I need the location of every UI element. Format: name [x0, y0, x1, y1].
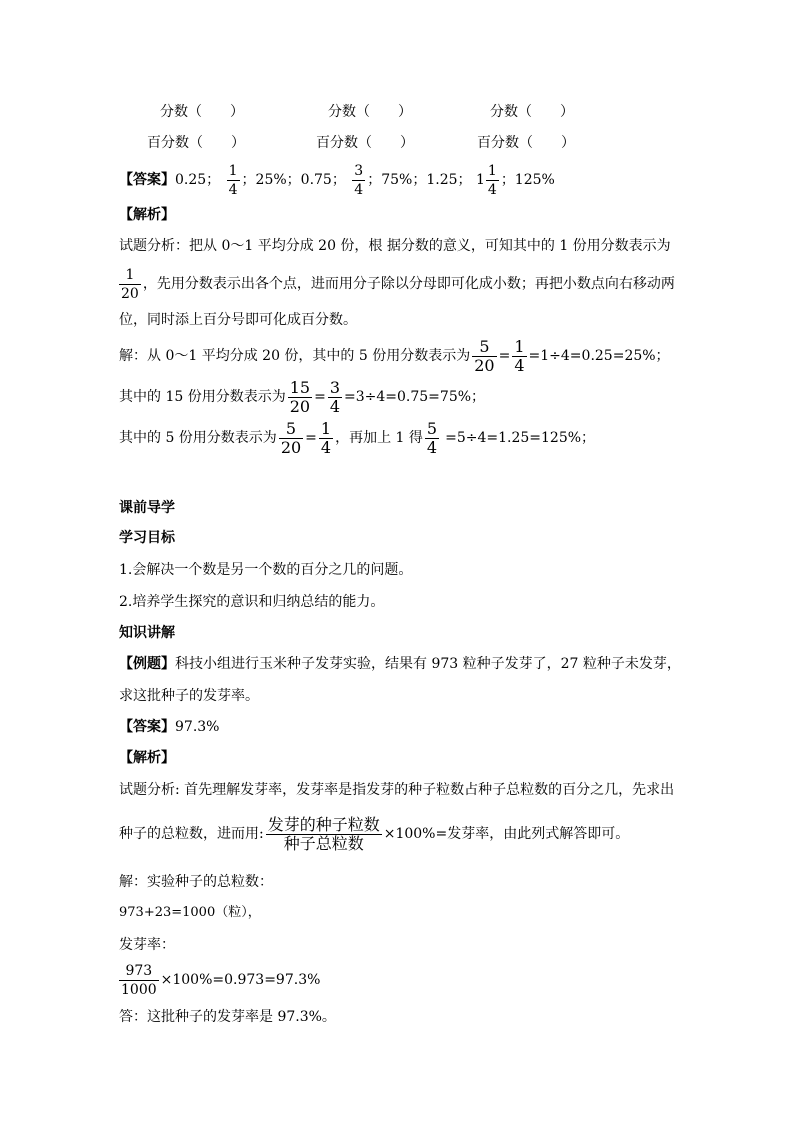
fraction-3-4-b: $\frac{3}{4}$: [329, 377, 340, 416]
answer-label: 【答案】: [119, 172, 175, 188]
blank-fraction-1: 分数（ ）: [160, 104, 244, 120]
goal-2: 2.培养学生探究的意识和归纳总结的能力。: [119, 594, 385, 610]
fraction-973-1000: $\frac{973}{1000}$: [121, 962, 157, 998]
solution-line-2: 其中的 15 份用分数表示为 $\frac{15}{20}$ = $\frac{3}{4}$ =3÷4=0.75=75%；: [119, 377, 486, 416]
solution-line-3: 其中的 5 份用分数表示为 $\frac{5}{20}$ = $\frac{1}{4}$ ，再加上 1 得 $\frac{5}{4}$ =5÷4=1.25=125%；: [119, 418, 596, 457]
mixed-number-1-1-4: 1 $\frac{1}{4}$: [475, 162, 497, 198]
example-analysis-label: 【解析】: [119, 750, 175, 766]
fraction-5-20-b: $\frac{5}{20}$: [280, 418, 302, 457]
section-title: 课前导学: [119, 500, 175, 516]
blank-percent-2: 百分数（ ）: [316, 135, 414, 151]
solution-total-calc: 973+23=1000（粒），: [119, 905, 261, 920]
fraction-1-4: $\frac{1}{4}$: [228, 162, 238, 198]
example-answer: 【答案】97.3%: [119, 719, 220, 735]
example-line-1: 【例题】科技小组进行玉米种子发芽实验，结果有 973 粒种子发芽了，27 粒种子未发芽，: [119, 656, 681, 672]
answer-line-1: 【答案】0.25； $\frac{1}{4}$ ；25%；0.75； $\frac{3}{4}$ ；75%；1.25； 1 $\frac{1}{4}$ ；125%: [119, 160, 555, 200]
example-label: 【例题】: [119, 656, 175, 672]
final-answer: 答：这批种子的发芽率是 97.3%。: [119, 1009, 336, 1025]
analysis-label-1: 【解析】: [119, 207, 175, 223]
solution-rate-calc: $\frac{973}{1000}$ ×100%=0.973=97.3%: [121, 962, 321, 998]
solution-rate-label: 发芽率：: [119, 937, 175, 953]
fraction-5-20: $\frac{5}{20}$: [474, 336, 495, 375]
fraction-1-4-c: $\frac{1}{4}$: [320, 418, 332, 457]
fraction-15-20: $\frac{15}{20}$: [289, 377, 311, 416]
example-line-2: 求这批种子的发芽率。: [119, 688, 259, 704]
analysis-line-2: $\frac{1}{20}$ ，先用分数表示出各个点，进而用分子除以分母即可化成小数；再把小数点向右移动两: [121, 266, 675, 302]
example-analysis-line-2: 种子的总粒数，进而用: $\frac{\text{发芽的种子粒数}}{\text{种子总粒数}}$ ×100%=发芽率，由此列式解答即可。: [119, 814, 630, 853]
analysis-line-1: 试题分析：把从 0～1 平均分成 20 份，根 据分数的意义，可知其中的 1 份用分数表示为: [119, 238, 671, 254]
solution-line-1: 解：从 0～1 平均分成 20 份，其中的 5 份用分数表示为 $\frac{5}{20}$ = $\frac{1}{4}$ =1÷4=0.25=25%；: [119, 336, 670, 375]
knowledge-title: 知识讲解: [119, 625, 175, 641]
blank-percent-3: 百分数（ ）: [477, 135, 575, 151]
blank-fraction-3: 分数（ ）: [490, 104, 574, 120]
blank-fraction-2: 分数（ ）: [328, 104, 412, 120]
solution-total-label: 解：实验种子的总粒数：: [119, 874, 273, 890]
fraction-1-20: $\frac{1}{20}$: [121, 266, 139, 302]
blank-percent-1: 百分数（ ）: [147, 135, 245, 151]
germination-formula-fraction: $\frac{\text{发芽的种子粒数}}{\text{种子总粒数}}$: [267, 814, 380, 853]
analysis-line-3: 位，同时添上百分号即可化成百分数。: [119, 312, 357, 328]
example-analysis-line-1: 试题分析: 首先理解发芽率，发芽率是指发芽的种子粒数占种子总粒数的百分之几，先求出: [119, 782, 675, 798]
goal-1: 1.会解决一个数是另一个数的百分之几的问题。: [119, 562, 413, 578]
fraction-5-4: $\frac{5}{4}$: [426, 418, 438, 457]
goals-title: 学习目标: [119, 530, 175, 546]
fraction-1-4-b: $\frac{1}{4}$: [514, 336, 525, 375]
fraction-3-4: $\frac{3}{4}$: [354, 162, 364, 198]
